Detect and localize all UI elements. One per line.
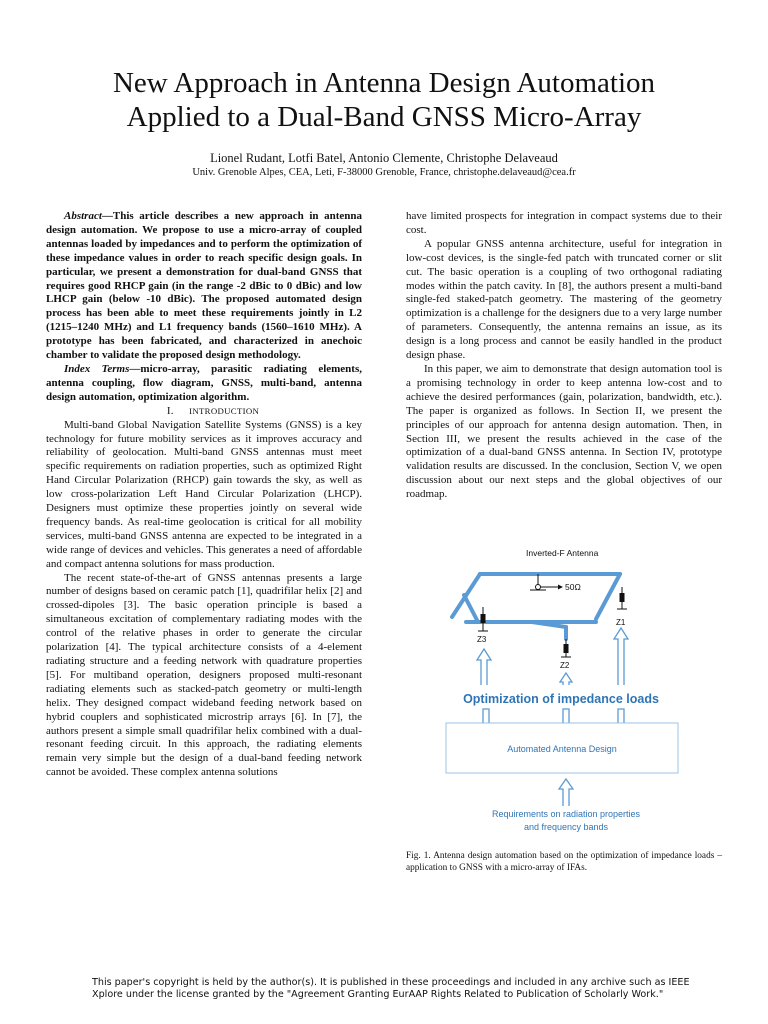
feed-port [530,574,581,592]
requirements-line-2: and frequency bands [523,822,609,832]
z3-label: Z3 [477,635,487,644]
antenna-label: Inverted-F Antenna [526,548,599,558]
z1-impedance-icon [620,593,625,602]
feed-arrow-icon [558,585,563,590]
arrow-box-center-icon [563,709,569,723]
automated-design-label: Automated Antenna Design [507,744,617,754]
index-terms [46,363,362,405]
z2-impedance-icon [564,644,569,653]
ifa-right-arm [596,574,620,619]
intro-paragraph-2: The recent state-of-the-art of GNSS antennas presents a large number of designs based on ceramic patch [1], quadrifilar helix [2] and crossed-dipoles [3]. The basic operation principle is based a simultaneous excitation of complementary radiating modes with the control of the relative phases in order to generate the circular polarization [4]. The typical architecture consists of a 4-element radiating structure and a feeding network with quadrature properties [5]. For multiband operation, designers proposed multi-resonant radiating elements such as stacked-patch geometry or multi-length helix. They designed compact wideband feeding network based on hybrid couplers and sophisticated microstrip arrays [6]. In [7], the authors present a simple small quadrifilar helix combined with a dual-resonant feeding circuit. In this approach, the radiating elements remain very simple but the design of a dual-band feeding network cannot be avoided. These complex antenna solutions [46,571,362,779]
requirements-arrow-icon [559,779,573,806]
ifa-micro-array [452,574,620,639]
optimization-arrows [477,628,628,685]
figure-caption: Fig. 1. Antenna design automation based on the optimization of impedance loads – application to GNSS with a micro-array of IFAs. [406,851,722,873]
index-terms-label: Index Terms [64,362,130,375]
optimization-label: Optimization of impedance loads [463,692,659,706]
intro-paragraph-3: have limited prospects for integration in compact systems due to their cost. [406,210,722,236]
author-list: Lionel Rudant, Lotfi Batel, Antonio Clemente, Christophe Delaveaud [210,151,558,165]
section-heading-introduction [46,405,362,419]
z1-label: Z1 [616,618,626,627]
left-column [46,210,362,780]
title-line-2: Applied to a Dual-Band GNSS Micro-Array [126,101,642,133]
paper-title [40,66,728,134]
z3-impedance-icon [481,614,486,623]
figure-1-diagram [406,543,722,843]
affiliation: Univ. Grenoble Alpes, CEA, Leti, F-38000 Grenoble, France, christophe.delaveaud@cea.fr [192,167,576,178]
requirements-line-1: Requirements on radiation properties [491,809,641,819]
abstract-text: This article describes a new approach in antenna design automation. We propose to use a micro-array of coupled antennas loaded by impedances and to perform the optimization of these impedance values in order to reach specific design goals. In particular, we present a demonstration for dual-band GNSS that requires good RHCP gain (in the range -2 dBic to 0 dBic) and low LHCP gain (below -10 dBic). The proposed automated design process has been able to meet these requirements jointly in L2 (1215–1240 MHz) and L1 frequency bands (1560–1610 MHz). A prototype has been fabricated, and characterized in anechoic chamber to validate the proposed design methodology. [46,210,362,362]
port-impedance-label: 50Ω [565,582,581,592]
arrow-to-z1-icon [614,628,628,685]
intro-paragraph-5: In this paper, we aim to demonstrate that design automation tool is a promising technology in order to keep antenna low-cost and to achieve the desired performances (gain, polarization, bandwidth, etc.). The paper is organized as follows. In Section II, we present the principles of our approach for antenna design automation. Then, in Section III, we present the results achieved in the case of the optimization of a dual-band GNSS antenna. In Section IV, prototype validation results are discussed. In the conclusion, Section V, we open discussion about our next steps and the global objectives of our roadmap. [406,362,722,501]
arrow-box-right-icon [618,709,624,723]
load-z2 [560,639,571,670]
index-terms-text: micro-array, parasitic radiating elements, antenna coupling, flow diagram, GNSS, multi-band, antenna design automation, optimization algorithm. [46,362,362,403]
abstract-dash: — [101,210,113,222]
abstract-label: Abstract [64,210,102,222]
section-number: I. [166,404,174,417]
copyright-notice: This paper's copyright is held by the author(s). It is published in these proceedings and included in any archive such as IEEE Xplore under the license granted by the "Agreement Granting EurAAP Rights Related to Publication of Scholarly Work." [92,977,690,1000]
box-to-label-arrows [483,709,624,723]
right-column [406,210,722,502]
feed-port-icon [536,585,541,590]
title-line-1: New Approach in Antenna Design Automation [112,67,656,99]
arrow-box-left-icon [483,709,489,723]
load-z3 [477,607,488,644]
abstract [46,210,362,363]
load-z1 [616,587,627,627]
arrow-to-z3-icon [477,649,491,685]
z2-label: Z2 [560,661,570,670]
ifa-left-stub [464,595,478,622]
index-terms-dash: — [129,362,141,375]
intro-paragraph-4: A popular GNSS antenna architecture, useful for integration in low-cost devices, is the single-fed patch with truncated corner or slit cut. The basic operation is a coupling of two orthogonal radiating modes within the patch cavity. In [8], the authors present a multi-band single-fed staked-patch geometry. The mastering of the geometry optimization is a challenge for the designers due to a very large number of parameters. Consequently, the antenna remains an issue, as its design is a long process and cannot be easily handled in the product design phase. [406,237,722,362]
section-title: INTRODUCTION [189,405,260,416]
intro-paragraph-1: Multi-band Global Navigation Satellite Systems (GNSS) is a key technology for future mobility services as it improves accuracy and reliability of geolocation. Multi-band GNSS antennas must meet specific requirements on radiation properties, such as optimized Right Hand Circular Polarization (RHCP) gain towards the sky, as well as low cross-polarization Left Hand Circular Polarization (LHCP). Designers must optimize these properties jointly on several wide frequency bands. As real-time geolocation is critical for all mobility services, multi-band GNSS antenna are expected to be integrated in a wide range of devices and vehicles. This generates a need of affordable and compact antenna solutions for mass production. [46,418,362,570]
arrow-to-z2-icon [560,673,572,685]
